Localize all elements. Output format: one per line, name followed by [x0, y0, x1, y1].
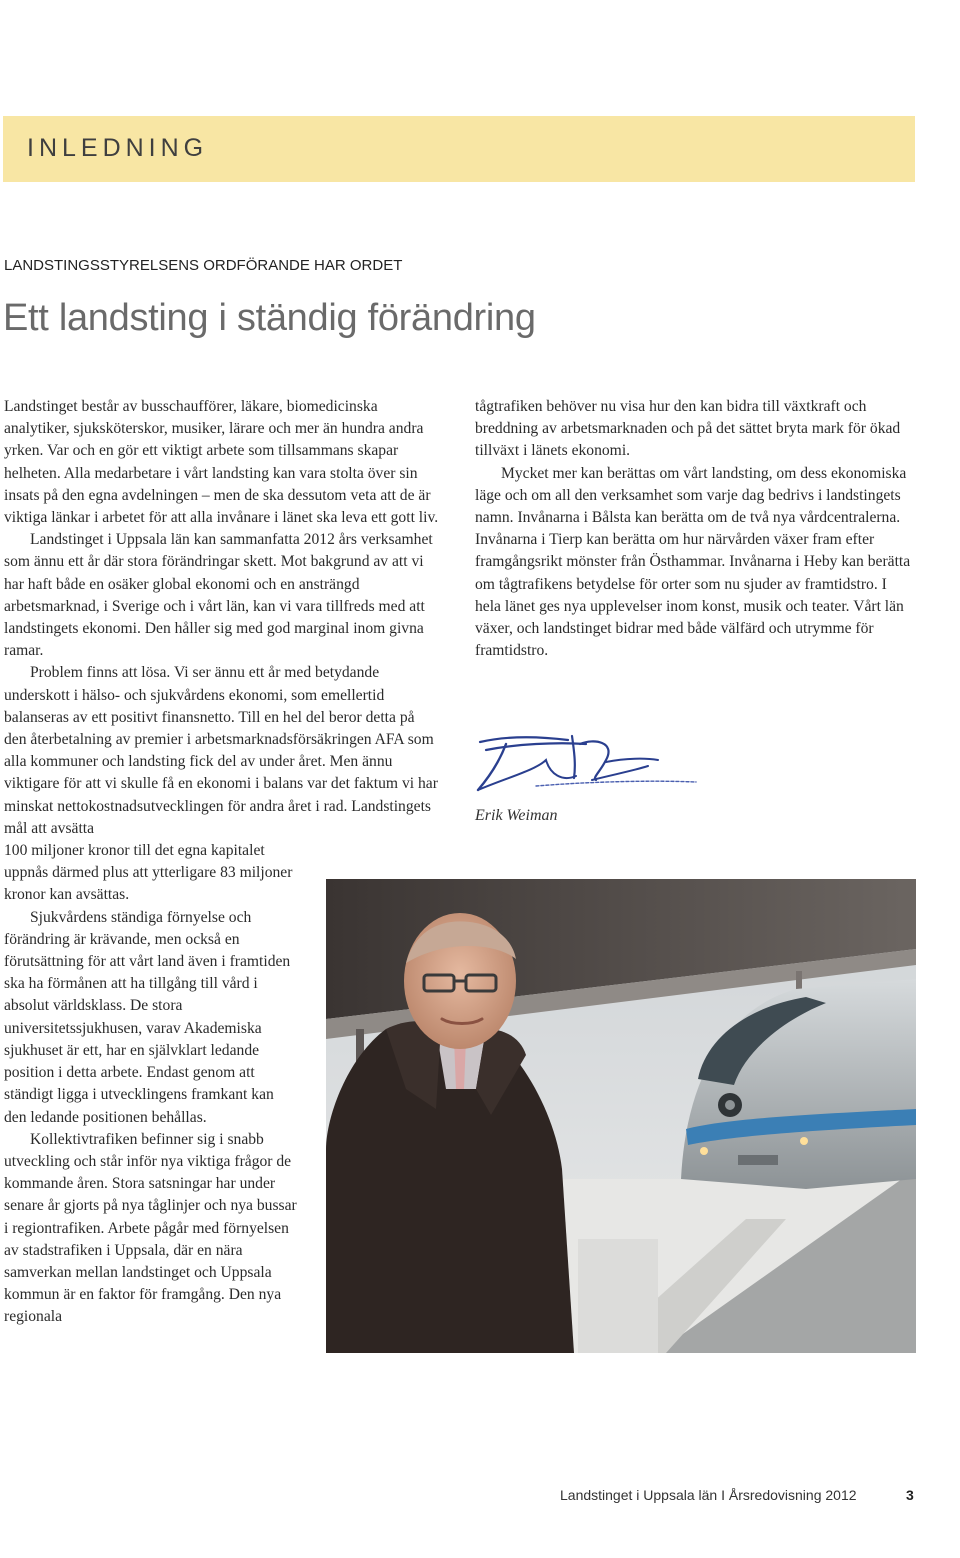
paragraph: Kollektivtrafiken befinner sig i snabb utveckling och står inför nya viktiga frågor de kommande åren. Stora satsningar har under senare år gjorts på nya tåglinjer och nya bussar i regiontrafiken. Arbete pågår med förnyelsen av stadstrafiken i Uppsala, där en nära samverkan mellan landstinget och Uppsala kommun är en faktor för framgång. Den nya regionala	[4, 1130, 297, 1326]
footer-publication: Landstinget i Uppsala län I Årsredovisning 2012	[560, 1487, 857, 1503]
section-title: INLEDNING	[27, 134, 209, 162]
paragraph: Mycket mer kan berättas om vårt landsting, om dess ekonomiska läge och om all den verksamhet som varje dag bedrivs i landstingets namn. Invånarna i Bålsta kan berätta om de två nya vårdcentralerna. Invånarna i Tierp kan berätta om hur närvården växer fram efter framgångsrikt mönster från Östhammar. Invånarna i Heby kan berätta om tågtrafikens betydelse för orter som nu sjuder av framtidstro. I hela länet ges nya upplevelser inom konst, musik och teater. Vårt län växer, och landstinget bidrar med både välfärd och utrymme för framtidstro.	[475, 464, 911, 660]
train-station-portrait-icon	[326, 879, 916, 1353]
signature-image	[476, 730, 698, 796]
paragraph-continuation: 100 miljoner kronor till det egna kapitalet uppnås därmed plus att ytterligare 83 miljoner kronor kan avsättas.	[4, 842, 293, 904]
page-headline: Ett landsting i ständig förändring	[3, 297, 536, 339]
paragraph: Landstinget består av busschaufförer, läkare, biomedicinska analytiker, sjuksköterskor, musiker, lärare och mer än hundra andra yrken. Var och en gör ett viktigt arbete som tillsammans skapar helheten. Alla medarbetare i vårt landsting kan vara stolta över sin insats på den egna avdelningen – men de ska dessutom veta att de är viktiga länkar i arbetet för att alla invånare i länet ska leva ett gott liv.	[4, 398, 439, 527]
right-column	[475, 396, 915, 662]
portrait-photo	[326, 879, 916, 1353]
paragraph: Landstinget i Uppsala län kan sammanfatta 2012 års verksamhet som ännu ett år där stora förändringar skett. Mot bakgrund av att vi har haft både en osäker global ekonomi och en ansträngd arbetsmarknad, i Sverige och i vårt län, kan vi vara tillfreds med att landstingets ekonomi. Den håller sig med god marginal inom givna ramar.	[4, 531, 433, 660]
page-number: 3	[906, 1487, 914, 1503]
paragraph: tågtrafiken behöver nu visa hur den kan bidra till växtkraft och breddning av arbetsmarknaden och på det sättet bryta mark för ökad tillväxt i länets ekonomi.	[475, 398, 901, 460]
signatory-name: Erik Weiman	[475, 807, 558, 824]
paragraph: Problem finns att lösa. Vi ser ännu ett år med betydande underskott i hälso- och sjukvårdens ekonomi, som emellertid balanseras av ett positivt finansnetto. Till en hel del beror detta på den återbetalning av premier i arbetsmarknadsförsäkringen AFA som alla kommuner och landsting fick del av under året. Men ännu viktigare för att vi skulle få en ekonomi i balans var det faktum vi har minskat nettokostnadsutvecklingen för andra året i rad. Landstingets mål att avsätta	[4, 664, 438, 837]
kicker-heading: LANDSTINGSSTYRELSENS ORDFÖRANDE HAR ORDET	[4, 257, 403, 274]
paragraph: Sjukvårdens ständiga förnyelse och förändring är krävande, men också en förutsättning för att vårt land även i framtiden ska ha förmånen att ha tillgång till vård i absolut världsklass. De stora universitetssjukhusen, varav Akademiska sjukhuset är ett, har en självklart ledande position i detta arbete. Endast genom att ständigt ligga i utvecklingens framkant kan den ledande positionen behållas.	[4, 908, 291, 1126]
section-banner	[3, 116, 915, 182]
